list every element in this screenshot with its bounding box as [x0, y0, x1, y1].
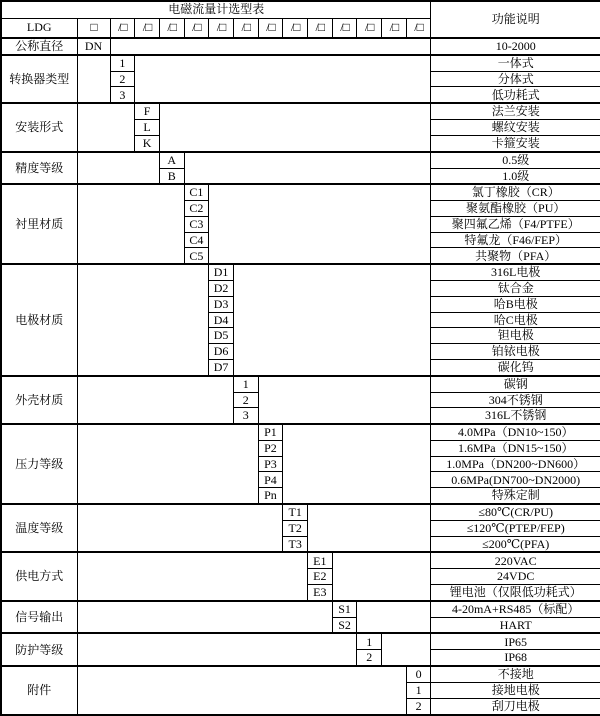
option-code: K	[135, 135, 160, 151]
model-slot-checkbox: /□	[110, 18, 135, 38]
section-label: 供电方式	[1, 552, 77, 600]
section-label: 防护等级	[1, 633, 77, 666]
option-code: C2	[184, 201, 209, 217]
section-left-spacer	[77, 601, 332, 634]
option-description: 氯丁橡胶（CR）	[431, 184, 600, 200]
option-description: 刮刀电极	[431, 698, 600, 715]
dn-code: DN	[77, 38, 110, 55]
option-description: IP68	[431, 650, 600, 666]
option-description: IP65	[431, 633, 600, 649]
option-code: C4	[184, 232, 209, 248]
option-code: 1	[110, 55, 135, 71]
section-right-spacer	[283, 424, 431, 504]
section-right-spacer	[332, 552, 431, 600]
option-description: 4.0MPa（DN10~150）	[431, 424, 600, 440]
option-description: 钛合金	[431, 281, 600, 297]
option-description: 低功耗式	[431, 87, 600, 103]
dn-spacer	[110, 38, 431, 55]
option-description: 1.0MPa（DN200~DN600）	[431, 456, 600, 472]
option-code: E3	[308, 584, 333, 600]
option-description: HART	[431, 617, 600, 633]
model-slot-checkbox: /□	[184, 18, 209, 38]
option-code: T1	[283, 504, 308, 520]
option-code: L	[135, 120, 160, 136]
option-code: D6	[209, 344, 234, 360]
section-label: 安装形式	[1, 103, 77, 151]
option-code: 2	[406, 698, 431, 715]
section-right-spacer	[357, 601, 431, 634]
option-code: 2	[357, 650, 382, 666]
option-code: T3	[283, 536, 308, 552]
section-right-spacer	[159, 103, 431, 151]
model-slot-checkbox: /□	[209, 18, 234, 38]
option-code: 1	[233, 376, 258, 392]
section-label: 外壳材质	[1, 376, 77, 424]
option-code: 0	[406, 666, 431, 682]
option-code: P1	[258, 424, 283, 440]
section-left-spacer	[77, 633, 357, 666]
option-description: 卡箍安装	[431, 135, 600, 151]
option-description: 1.6MPa（DN15~150）	[431, 440, 600, 456]
option-description: 哈B电极	[431, 296, 600, 312]
option-description: 法兰安装	[431, 103, 600, 119]
model-slot-checkbox: /□	[159, 18, 184, 38]
section-left-spacer	[77, 184, 184, 264]
option-description: 哈C电极	[431, 312, 600, 328]
option-description: ≤120℃(PTEP/FEP)	[431, 520, 600, 536]
option-description: 特氟龙（F46/FEP）	[431, 232, 600, 248]
section-label: 精度等级	[1, 152, 77, 185]
option-code: E1	[308, 552, 333, 568]
option-code: 2	[110, 71, 135, 87]
option-code: D7	[209, 359, 234, 375]
option-code: F	[135, 103, 160, 119]
option-description: 316L电极	[431, 264, 600, 280]
table-title: 电磁流量计选型表	[1, 1, 431, 18]
option-description: ≤200℃(PFA)	[431, 536, 600, 552]
section-label: 转换器类型	[1, 55, 77, 103]
option-description: ≤80℃(CR/PU)	[431, 504, 600, 520]
function-column-header: 功能说明	[431, 1, 600, 38]
option-code: C3	[184, 216, 209, 232]
section-left-spacer	[77, 264, 209, 375]
option-code: D1	[209, 264, 234, 280]
model-slot-checkbox: /□	[382, 18, 407, 38]
option-code: 3	[233, 408, 258, 424]
option-description: 钽电极	[431, 328, 600, 344]
section-label: 信号输出	[1, 601, 77, 634]
option-code: 1	[406, 682, 431, 698]
section-label: 压力等级	[1, 424, 77, 504]
section-left-spacer	[77, 152, 159, 185]
option-description: 1.0级	[431, 168, 600, 184]
option-description: 接地电极	[431, 682, 600, 698]
option-code: A	[159, 152, 184, 168]
option-description: 316L不锈钢	[431, 408, 600, 424]
model-slot-checkbox: /□	[308, 18, 333, 38]
option-description: 聚氨酯橡胶（PU）	[431, 201, 600, 217]
option-code: D2	[209, 281, 234, 297]
option-description: 锂电池（仅限低功耗式）	[431, 584, 600, 600]
dn-description: 10-2000	[431, 38, 600, 55]
option-code: Pn	[258, 488, 283, 504]
option-code: T2	[283, 520, 308, 536]
option-code: S2	[332, 617, 357, 633]
option-code: P4	[258, 472, 283, 488]
option-description: 共聚物（PFA）	[431, 248, 600, 264]
option-description: 一体式	[431, 55, 600, 71]
option-code: S1	[332, 601, 357, 617]
model-slot-checkbox: /□	[135, 18, 160, 38]
section-left-spacer	[77, 376, 233, 424]
section-right-spacer	[209, 184, 431, 264]
option-code: P2	[258, 440, 283, 456]
option-code: B	[159, 168, 184, 184]
option-code: 1	[357, 633, 382, 649]
option-code: D4	[209, 312, 234, 328]
section-right-spacer	[382, 633, 431, 666]
option-code: D5	[209, 328, 234, 344]
section-right-spacer	[258, 376, 431, 424]
model-checkbox: □	[77, 18, 110, 38]
option-description: 不接地	[431, 666, 600, 682]
option-code: C5	[184, 248, 209, 264]
section-left-spacer	[77, 666, 406, 715]
option-code: E2	[308, 569, 333, 585]
section-left-spacer	[77, 424, 258, 504]
option-description: 碳钢	[431, 376, 600, 392]
option-description: 24VDC	[431, 569, 600, 585]
option-description: 4-20mA+RS485（标配）	[431, 601, 600, 617]
option-description: 0.5级	[431, 152, 600, 168]
section-right-spacer	[308, 504, 431, 552]
model-slot-checkbox: /□	[332, 18, 357, 38]
section-label: 温度等级	[1, 504, 77, 552]
option-description: 碳化钨	[431, 359, 600, 375]
option-description: 分体式	[431, 71, 600, 87]
option-description: 铂铱电极	[431, 344, 600, 360]
option-code: 2	[233, 392, 258, 408]
section-left-spacer	[77, 55, 110, 103]
option-description: 220VAC	[431, 552, 600, 568]
section-left-spacer	[77, 504, 283, 552]
model-slot-checkbox: /□	[357, 18, 382, 38]
section-right-spacer	[184, 152, 431, 185]
option-description: 螺纹安装	[431, 120, 600, 136]
section-label: 附件	[1, 666, 77, 715]
option-description: 聚四氟乙烯（F4/PTFE）	[431, 216, 600, 232]
section-right-spacer	[233, 264, 431, 375]
option-description: 0.6MPa(DN700~DN2000)	[431, 472, 600, 488]
section-label: 衬里材质	[1, 184, 77, 264]
section-label: 电极材质	[1, 264, 77, 375]
model-slot-checkbox: /□	[233, 18, 258, 38]
option-description: 304不锈钢	[431, 392, 600, 408]
section-left-spacer	[77, 103, 135, 151]
dn-section-label: 公称直径	[1, 38, 77, 55]
section-right-spacer	[135, 55, 431, 103]
model-slot-checkbox: /□	[258, 18, 283, 38]
model-slot-checkbox: /□	[283, 18, 308, 38]
option-code: 3	[110, 87, 135, 103]
option-code: P3	[258, 456, 283, 472]
model-slot-checkbox: /□	[406, 18, 431, 38]
selection-table-body	[1, 1, 600, 715]
option-code: D3	[209, 296, 234, 312]
option-code: C1	[184, 184, 209, 200]
section-left-spacer	[77, 552, 308, 600]
model-prefix: LDG	[1, 18, 77, 38]
option-description: 特殊定制	[431, 488, 600, 504]
